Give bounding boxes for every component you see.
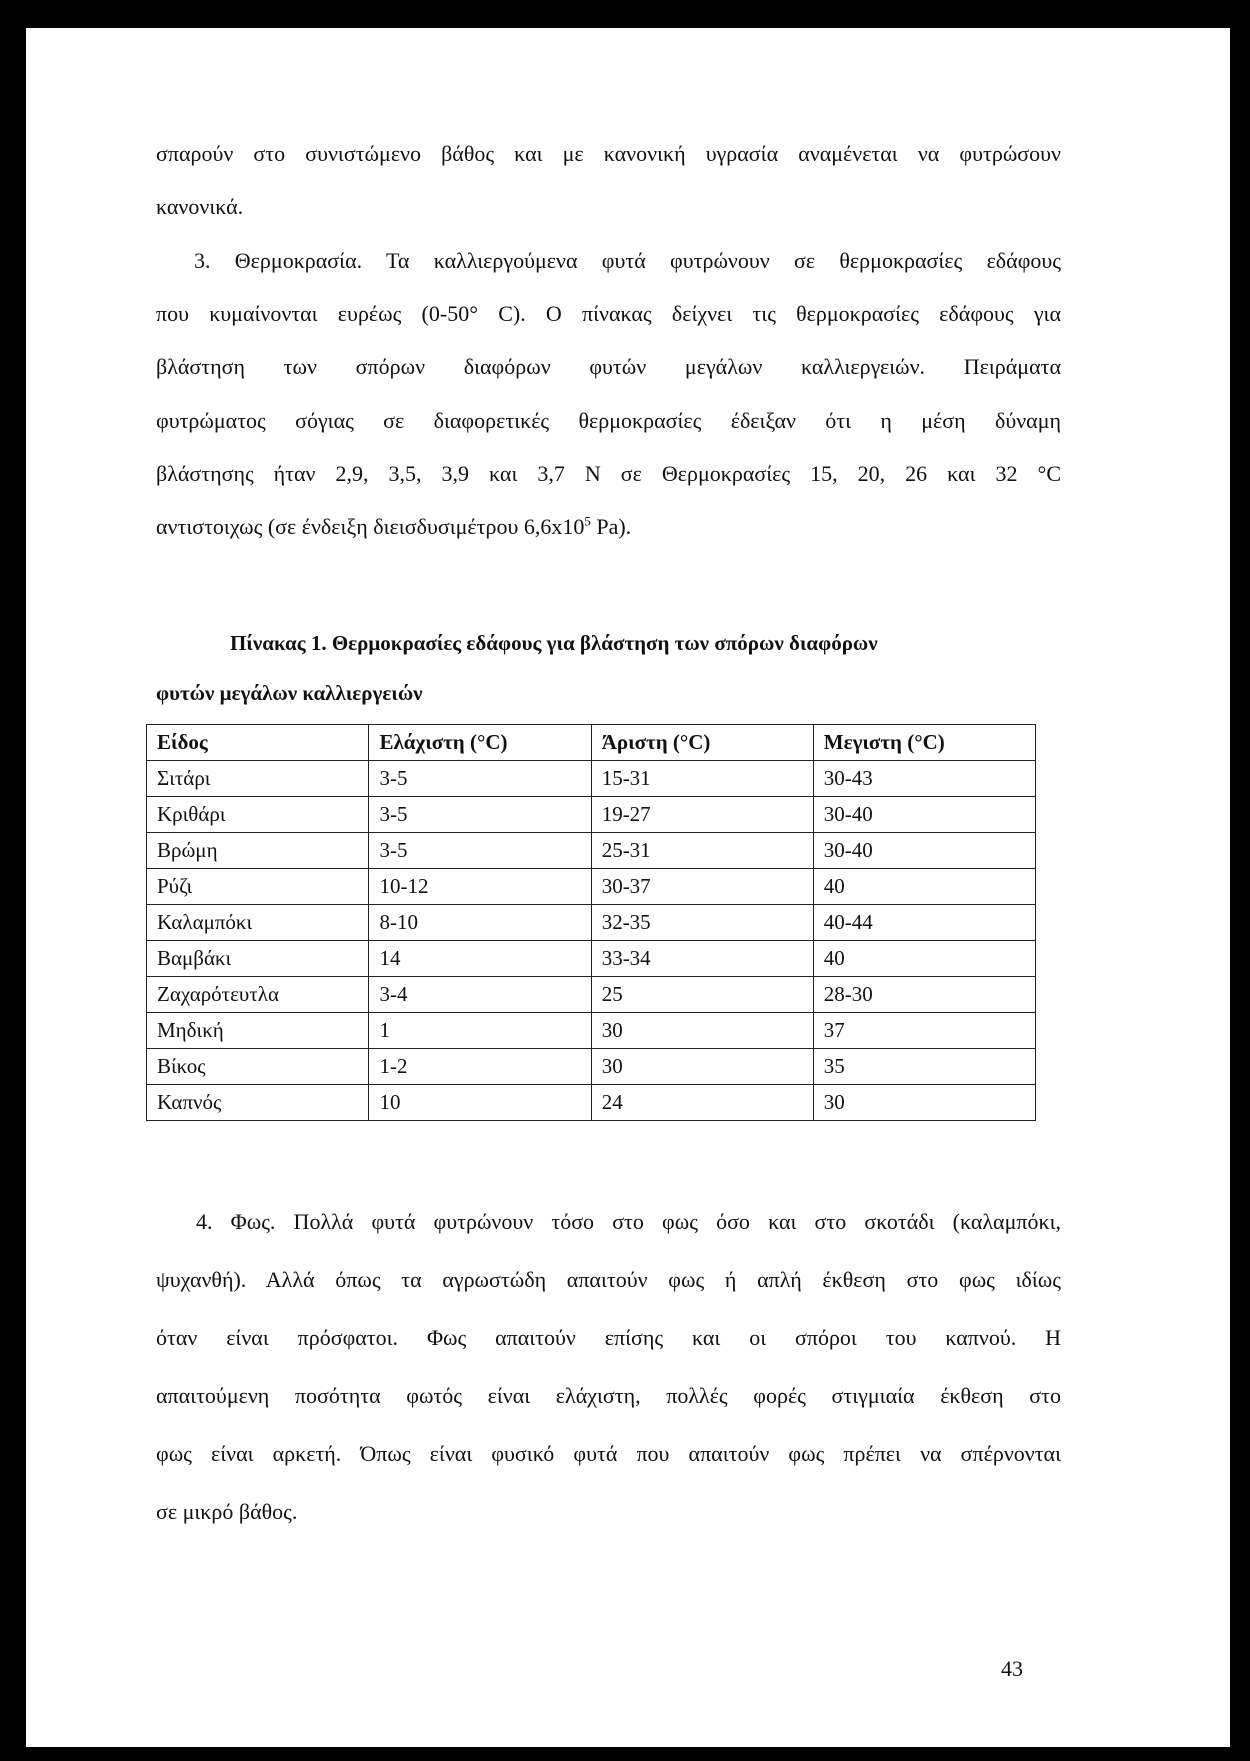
text-line: 3. Θερμοκρασία. Τα καλλιεργούμενα φυτά φυτρώνουν σε θερμοκρασίες εδάφους bbox=[194, 248, 1061, 273]
table-cell: 10-12 bbox=[369, 869, 591, 905]
table-cell: 3-5 bbox=[369, 797, 591, 833]
table-cell: 24 bbox=[591, 1085, 813, 1121]
table-header-cell: Μεγιστη (°C) bbox=[813, 725, 1035, 761]
table-cell: 1 bbox=[369, 1013, 591, 1049]
text-line: όταν είναι πρόσφατοι. Φως απαιτούν επίσης και οι σπόροι του καπνού. Η bbox=[156, 1325, 1061, 1350]
table-cell: 30 bbox=[591, 1013, 813, 1049]
table-row bbox=[147, 905, 1036, 941]
table-row bbox=[147, 1085, 1036, 1121]
table-cell: 10 bbox=[369, 1085, 591, 1121]
table-header-cell: Ελάχιστη (°C) bbox=[369, 725, 591, 761]
text-line: βλάστησης ήταν 2,9, 3,5, 3,9 και 3,7 Ν σε Θερμοκρασίες 15, 20, 26 και 32 °C bbox=[156, 461, 1061, 486]
table-cell: 30 bbox=[813, 1085, 1035, 1121]
table-row bbox=[147, 797, 1036, 833]
table-caption-line-1: Πίνακας 1. Θερμοκρασίες εδάφους για βλάστηση των σπόρων διαφόρων bbox=[230, 631, 878, 655]
table-cell: 28-30 bbox=[813, 977, 1035, 1013]
text-line: σε μικρό βάθος. bbox=[156, 1499, 298, 1524]
table-cell: Καλαμπόκι bbox=[147, 905, 369, 941]
temperature-table bbox=[146, 724, 1036, 1121]
text-line: κανονικά. bbox=[156, 194, 244, 219]
table-header-cell: Άριστη (°C) bbox=[591, 725, 813, 761]
table-row bbox=[147, 833, 1036, 869]
superscript: 5 bbox=[584, 513, 591, 529]
table-cell: 33-34 bbox=[591, 941, 813, 977]
text-line: φυτρώματος σόγιας σε διαφορετικές θερμοκρασίες έδειξαν ότι η μέση δύναμη bbox=[156, 408, 1061, 433]
text-segment: αντιστοιχως (σε ένδειξη διεισδυσιμέτρου 6,6x10 bbox=[156, 514, 585, 539]
table-header-cell: Είδος bbox=[147, 725, 369, 761]
table-row bbox=[147, 977, 1036, 1013]
table-cell: 3-5 bbox=[369, 833, 591, 869]
table-cell: 40 bbox=[813, 869, 1035, 905]
text-line: φως είναι αρκετή. Όπως είναι φυσικό φυτά που απαιτούν φως πρέπει να σπέρνονται bbox=[156, 1441, 1061, 1466]
text-line: βλάστηση των σπόρων διαφόρων φυτών μεγάλων καλλιεργειών. Πειράματα bbox=[156, 354, 1061, 379]
table-cell: Καπνός bbox=[147, 1085, 369, 1121]
table-cell: 8-10 bbox=[369, 905, 591, 941]
text-line: που κυμαίνονται ευρέως (0-50° C). Ο πίνακας δείχνει τις θερμοκρασίες εδάφους για bbox=[156, 301, 1061, 326]
table-cell: Σιτάρι bbox=[147, 761, 369, 797]
table-row bbox=[147, 761, 1036, 797]
table-cell: 32-35 bbox=[591, 905, 813, 941]
table-cell: 3-5 bbox=[369, 761, 591, 797]
table-cell: Μηδική bbox=[147, 1013, 369, 1049]
text-line: 4. Φως. Πολλά φυτά φυτρώνουν τόσο στο φως όσο και στο σκοτάδι (καλαμπόκι, bbox=[196, 1209, 1061, 1234]
table-caption-line-2: φυτών μεγάλων καλλιεργειών bbox=[156, 681, 423, 705]
table-cell: 40 bbox=[813, 941, 1035, 977]
table-cell: 14 bbox=[369, 941, 591, 977]
table-cell: Βίκος bbox=[147, 1049, 369, 1085]
table-cell: 30-43 bbox=[813, 761, 1035, 797]
table-cell: Βρώμη bbox=[147, 833, 369, 869]
table-row bbox=[147, 941, 1036, 977]
table-cell: 30-37 bbox=[591, 869, 813, 905]
table-cell: 37 bbox=[813, 1013, 1035, 1049]
table-cell: 30 bbox=[591, 1049, 813, 1085]
text-line: απαιτούμενη ποσότητα φωτός είναι ελάχιστη, πολλές φορές στιγμιαία έκθεση στο bbox=[156, 1383, 1061, 1408]
table-cell: 25 bbox=[591, 977, 813, 1013]
text-line: ψυχανθή). Αλλά όπως τα αγρωστώδη απαιτούν φως ή απλή έκθεση στο φως ιδίως bbox=[156, 1267, 1061, 1292]
table-cell: 15-31 bbox=[591, 761, 813, 797]
table-header-row bbox=[147, 725, 1036, 761]
document-page bbox=[26, 28, 1230, 1747]
table-row bbox=[147, 869, 1036, 905]
page-number: 43 bbox=[1001, 1656, 1023, 1681]
table-cell: 25-31 bbox=[591, 833, 813, 869]
table-cell: 1-2 bbox=[369, 1049, 591, 1085]
table-cell: 19-27 bbox=[591, 797, 813, 833]
table-cell: 3-4 bbox=[369, 977, 591, 1013]
table-cell: 40-44 bbox=[813, 905, 1035, 941]
table-cell: Ρύζι bbox=[147, 869, 369, 905]
table-cell: Βαμβάκι bbox=[147, 941, 369, 977]
table-cell: 35 bbox=[813, 1049, 1035, 1085]
text-line: σπαρούν στο συνιστώμενο βάθος και με κανονική υγρασία αναμένεται να φυτρώσουν bbox=[156, 141, 1061, 166]
table-cell: 30-40 bbox=[813, 833, 1035, 869]
table-row bbox=[147, 1049, 1036, 1085]
table-row bbox=[147, 1013, 1036, 1049]
table-cell: Κριθάρι bbox=[147, 797, 369, 833]
text-segment: Pa). bbox=[590, 514, 632, 539]
table-cell: 30-40 bbox=[813, 797, 1035, 833]
text-line-with-superscript bbox=[156, 513, 631, 541]
table-cell: Ζαχαρότευτλα bbox=[147, 977, 369, 1013]
